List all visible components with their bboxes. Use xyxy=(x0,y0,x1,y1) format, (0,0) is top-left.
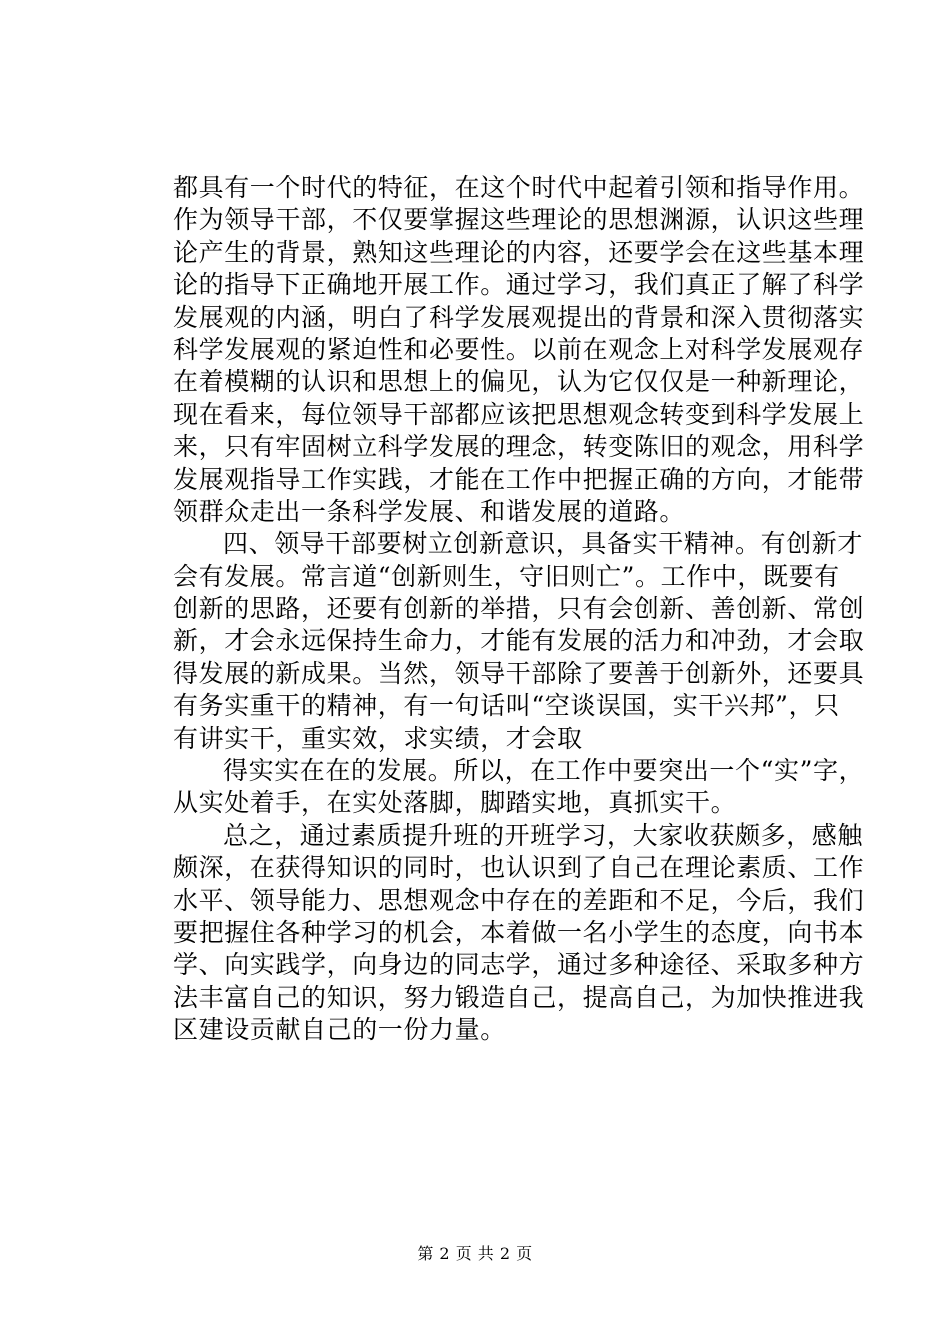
text-line: 科学发展观的紧迫性和必要性。以前在观念上对科学发展观存 xyxy=(173,334,865,364)
text-line: 学、向实践学，向身边的同志学，通过多种途径、采取多种方 xyxy=(173,950,865,980)
text-line: 论的指导下正确地开展工作。通过学习，我们真正了解了科学 xyxy=(173,270,865,300)
text-line: 要把握住各种学习的机会，本着做一名小学生的态度，向书本 xyxy=(173,917,865,947)
page-footer xyxy=(0,1244,950,1264)
document-body xyxy=(173,172,865,1047)
text-line: 发展观的内涵，明白了科学发展观提出的背景和深入贯彻落实 xyxy=(173,302,865,332)
text-line: 作为领导干部，不仅要掌握这些理论的思想渊源，认识这些理 xyxy=(173,205,865,235)
text-line: 有讲实干，重实效，求实绩，才会取 xyxy=(173,723,583,753)
paragraph-start-line: 总之，通过素质提升班的开班学习，大家收获颇多，感触 xyxy=(223,820,864,850)
paragraph-start-line: 四、领导干部要树立创新意识，具备实干精神。有创新才 xyxy=(223,529,864,559)
paragraph-start-line: 得实实在在的发展。所以，在工作中要突出一个“实”字， xyxy=(223,756,865,786)
text-line: 来，只有牢固树立科学发展的理念，转变陈旧的观念，用科学 xyxy=(173,432,865,462)
text-line: 会有发展。常言道“创新则生，守旧则亡”。工作中，既要有 xyxy=(173,561,840,591)
text-line: 水平、领导能力、思想观念中存在的差距和不足，今后，我们 xyxy=(173,885,865,915)
text-line: 得发展的新成果。当然，领导干部除了要善于创新外，还要具 xyxy=(173,658,865,688)
text-line: 都具有一个时代的特征，在这个时代中起着引领和指导作用。 xyxy=(173,173,865,202)
text-line: 区建设贡献自己的一份力量。 xyxy=(173,1015,506,1045)
text-line: 创新的思路，还要有创新的举措，只有会创新、善创新、常创 xyxy=(173,594,865,624)
text-line: 从实处着手，在实处落脚，脚踏实地，真抓实干。 xyxy=(173,788,737,818)
text-line: 论产生的背景，熟知这些理论的内容，还要学会在这些基本理 xyxy=(173,237,865,267)
text-line: 现在看来，每位领导干部都应该把思想观念转变到科学发展上 xyxy=(173,399,865,429)
text-line: 在着模糊的认识和思想上的偏见，认为它仅仅是一种新理论， xyxy=(173,367,865,397)
text-line: 发展观指导工作实践，才能在工作中把握正确的方向，才能带 xyxy=(173,464,865,494)
text-line: 领群众走出一条科学发展、和谐发展的道路。 xyxy=(173,496,686,526)
page-number-label: 第 2 页 共 2 页 xyxy=(417,1244,533,1263)
text-line: 颇深，在获得知识的同时，也认识到了自己在理论素质、工作 xyxy=(173,853,865,883)
text-line: 新，才会永远保持生命力，才能有发展的活力和冲劲，才会取 xyxy=(173,626,865,656)
text-line: 法丰富自己的知识，努力锻造自己，提高自己，为加快推进我 xyxy=(173,982,865,1012)
text-line: 有务实重干的精神，有一句话叫“空谈误国，实干兴邦”，只 xyxy=(173,691,840,721)
